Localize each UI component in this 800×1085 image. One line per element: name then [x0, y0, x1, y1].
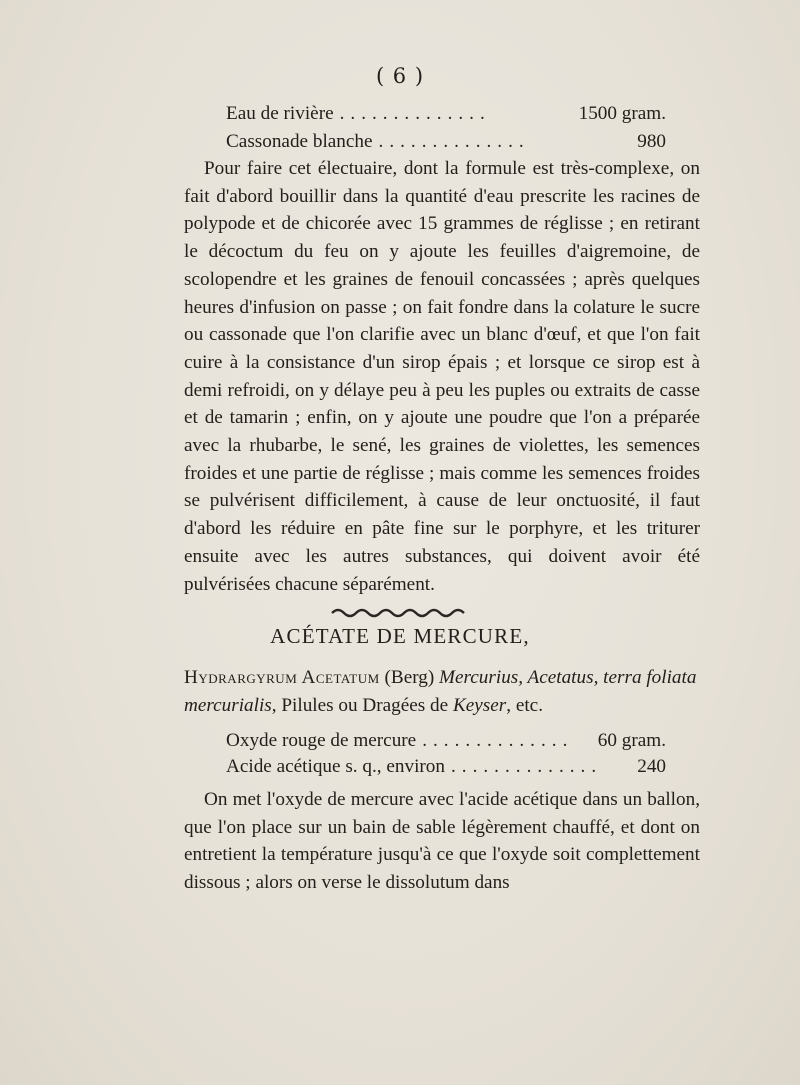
leader-dots: ..............: [339, 103, 491, 124]
ingredient-quantity: 1500 gram.: [578, 103, 666, 124]
keyser-name: Keyser: [452, 695, 507, 716]
ingredient-quantity: 60 gram.: [597, 730, 666, 751]
common-names: , Pilules ou Dragées de: [271, 695, 449, 716]
ingredient-name: Oxyde rouge de mercure: [226, 730, 417, 751]
recipe-line-water: [226, 103, 666, 125]
leader-dots: ..............: [450, 756, 603, 777]
ingredient-name: Acide acétique s. q., environ: [226, 756, 445, 777]
ornament-divider: [0, 604, 800, 623]
section-title: ACÉTATE DE MERCURE,: [270, 624, 530, 648]
source-ref: (Berg): [384, 667, 435, 688]
paragraph-text: On met l'oxyde de mercure avec l'acide acétique dans un ballon, que l'on place sur un bain de sable légèrement chauffé, et dont on entretient la température jusqu'à ce que l'oxyde soit complettement dissous ; alors on verse le dissolutum dans: [184, 789, 700, 894]
ingredient-name: Cassonade blanche: [226, 131, 373, 152]
alt-names: Mercurius, Acetatus, terra foliata mercurialis: [184, 667, 697, 716]
leader-dots: ..............: [378, 131, 530, 152]
leader-dots: ..............: [422, 730, 574, 751]
latin-name: Hydrargyrum Acetatum: [184, 667, 380, 688]
recipe-line-sugar: [226, 131, 666, 153]
ingredient-quantity: 240: [637, 756, 666, 777]
paragraph-text: Pour faire cet électuaire, dont la formule est très-complexe, on fait d'abord bouillir dans la quantité d'eau prescrite les racines de polypode et de chicorée avec 15 grammes de réglisse ; en retirant le décoctum du feu on y ajoute les feuilles d'aigremoine, de scolopendre et les graines de fenouil concassées ; après quelques heures d'infusion on passe ; on fait fondre dans la colature le sucre ou cassonade que l'on clarifie avec un blanc d'œuf, et que l'on fait cuire à la consistance d'un sirop épais ; et lorsque ce sirop est à demi refroidi, on y délaye peu à peu les puples ou extraits de casse et de tamarin ; enfin, on y ajoute une poudre que l'on a préparée avec la rhubarbe, le sené, les graines de violettes, les semences froides et une partie de réglisse ; mais comme les semences froides se pulvérisent difficilement, à cause de leur onctuosité, il faut d'abord les réduire en pâte fine sur le porphyre, et les triturer ensuite avec les autres substances, qui doivent avoir été pulvérisées chacune séparément.: [184, 158, 700, 595]
ingredient-quantity: 980: [637, 131, 666, 152]
mercury-paragraph: [184, 786, 700, 897]
electuary-paragraph: [184, 155, 700, 598]
synonyms-line: [184, 664, 700, 720]
page-number: ( 6 ): [375, 64, 425, 88]
recipe-line-oxide: [226, 730, 666, 752]
etc-text: , etc.: [506, 695, 543, 716]
recipe-line-acid: [226, 756, 666, 778]
ingredient-name: Eau de rivière: [226, 103, 334, 124]
